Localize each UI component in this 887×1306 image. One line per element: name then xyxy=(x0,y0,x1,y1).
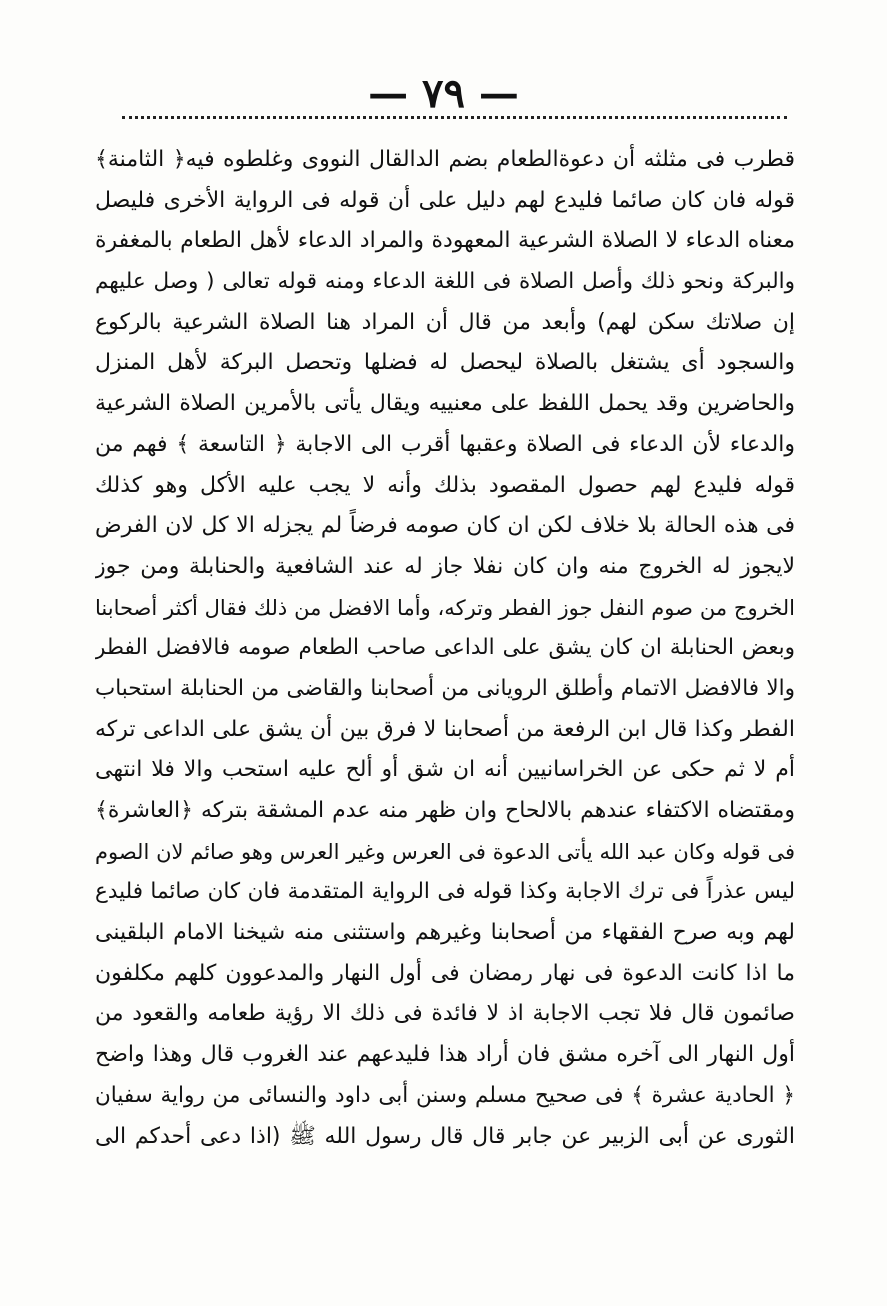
text-line: فى هذه الحالة بلا خلاف لكن ان كان صومه فرضاً لم يجزله الا كل لان الفرض xyxy=(95,513,795,539)
text-line: ليس عذراً فى ترك الاجابة وكذا قوله فى الرواية المتقدمة فان كان صائما فليدع xyxy=(95,879,795,905)
text-line: ﴿ الحادية عشرة ﴾ فى صحيح مسلم وسنن أبى داود والنسائى من رواية سفيان xyxy=(95,1082,795,1108)
text-line: والدعاء لأن الدعاء فى الصلاة وعقبها أقرب الى الاجابة ﴿ التاسعة ﴾ فهم من xyxy=(95,431,795,457)
text-line: أول النهار الى آخره مشق فان أراد هذا فليدعهم عند الغروب قال وهذا واضح xyxy=(95,1042,795,1068)
text-line: أم لا ثم حكى عن الخراسانيين أنه ان شق أو ألح عليه استحب والا فلا انتهى xyxy=(95,757,795,783)
text-line: إن صلاتك سكن لهم) وأبعد من قال أن المراد هنا الصلاة الشرعية بالركوع xyxy=(95,309,795,335)
text-line: والحاضرين وقد يحمل اللفظ على معنييه ويقال يأتى بالأمرين الصلاة الشرعية xyxy=(95,391,795,417)
text-line: قطرب فى مثلثه أن دعوةالطعام بضم الدالقال النووى وغلطوه فيه﴿ الثامنة﴾ xyxy=(95,147,795,172)
text-line: قوله فان كان صائما فليدع لهم دليل على أن قوله فى الرواية الأخرى فليصل xyxy=(95,187,795,213)
text-line: صائمون قال فلا تجب الاجابة اذ لا فائدة فى ذلك الا رؤية طعامه والقعود من xyxy=(95,1001,795,1027)
text-line: والسجود أى يشتغل بالصلاة ليحصل له فضلها وتحصل البركة لأهل المنزل xyxy=(95,350,795,376)
body-text xyxy=(95,140,795,1157)
text-line: وبعض الحنابلة ان كان يشق على الداعى صاحب الطعام صومه فالافضل الفطر xyxy=(95,635,795,661)
page-number: — ٧٩ — xyxy=(368,70,519,117)
text-line: فى قوله وكان عبد الله يأتى الدعوة فى العرس وغير العرس وهو صائم لان الصوم xyxy=(95,839,795,864)
text-line: لهم وبه صرح الفقهاء من أصحابنا وغيرهم واستثنى منه شيخنا الامام البلقينى xyxy=(95,920,795,946)
text-line: ما اذا كانت الدعوة فى نهار رمضان فى أول النهار والمدعوون كلهم مكلفون xyxy=(95,960,795,986)
text-line: الفطر وكذا قال ابن الرفعة من أصحابنا لا فرق بين أن يشق على الداعى تركه xyxy=(95,716,795,742)
text-line: قوله فليدع لهم حصول المقصود بذلك وأنه لا يجب عليه الأكل وهو كذلك xyxy=(95,472,795,498)
header-rule xyxy=(122,116,787,119)
text-line: ومقتضاه الاكتفاء عندهم بالالحاح وان ظهر منه عدم المشقة بتركه ﴿العاشرة﴾ xyxy=(95,798,795,823)
text-line: الثورى عن أبى الزبير عن جابر قال قال رسول الله ﷺ (اذا دعى أحدكم الى xyxy=(95,1123,795,1149)
text-line: والبركة ونحو ذلك وأصل الصلاة فى اللغة الدعاء ومنه قوله تعالى ( وصل عليهم xyxy=(95,269,795,295)
text-line: الخروج من صوم النفل جوز الفطر وتركه، وأما الافضل من ذلك فقال أكثر أصحابنا xyxy=(95,595,795,620)
text-line: معناه الدعاء لا الصلاة الشرعية المعهودة والمراد الدعاء لأهل الطعام بالمغفرة xyxy=(95,228,795,254)
text-line: لايجوز له الخروج منه وان كان نفلا جاز له عند الشافعية والحنابلة ومن جوز xyxy=(95,553,795,579)
text-line: والا فالافضل الاتمام وأطلق الرويانى من أصحابنا والقاضى من الحنابلة استحباب xyxy=(95,675,795,701)
